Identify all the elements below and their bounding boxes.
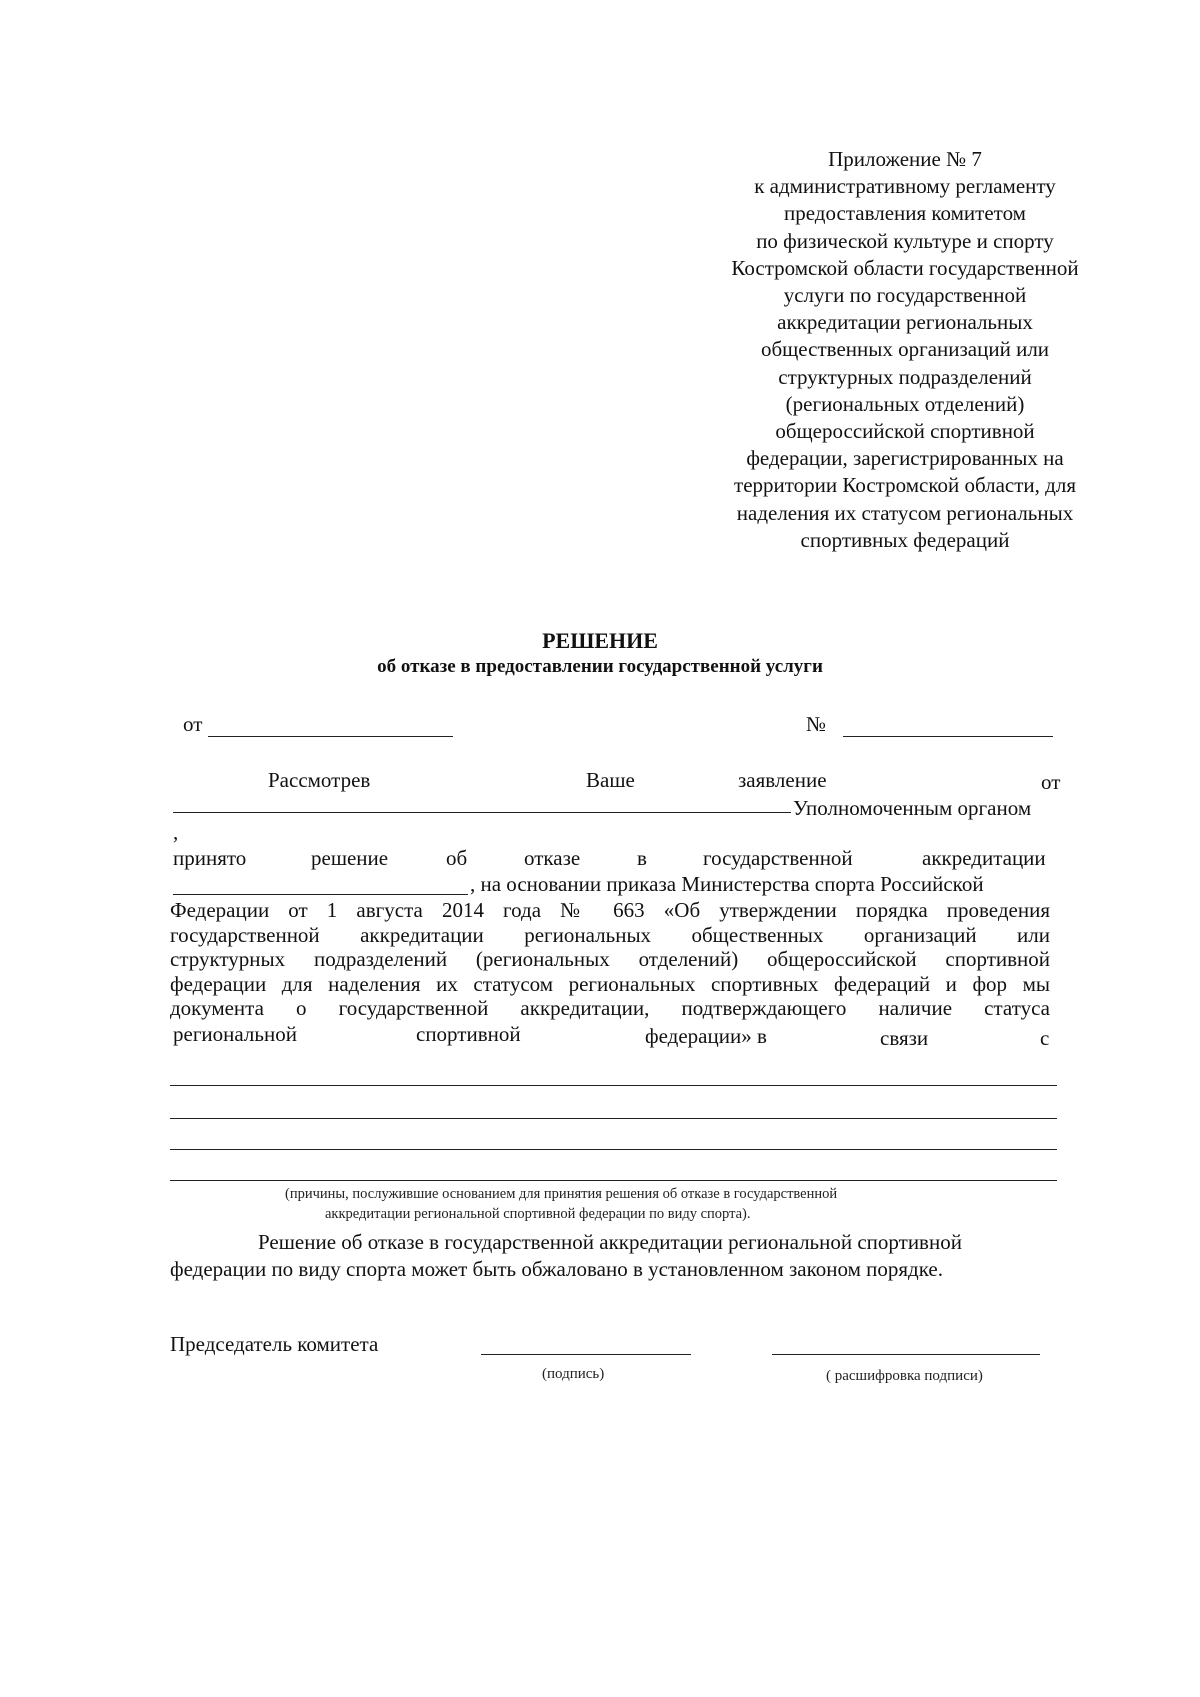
text-word: Ваше <box>586 768 635 792</box>
reasons-caption: (причины, послужившие основанием для принятия решения об отказе в государственной <box>285 1186 838 1202</box>
appendix-line: общественных организаций или <box>760 337 1050 362</box>
signature-decode-caption: ( расшифровка подписи) <box>826 1368 983 1384</box>
signature-caption: (подпись) <box>542 1366 605 1382</box>
text-line: структурных подразделений (региональных отделений) общероссийской спортивной <box>170 947 1050 971</box>
appendix-line: предоставления комитетом <box>784 201 1026 226</box>
text-word: отказе <box>524 846 581 870</box>
appendix-line: общероссийской спортивной <box>775 419 1035 444</box>
application-details-field[interactable] <box>173 812 791 813</box>
appendix-line: наделения их статусом региональных <box>736 500 1074 525</box>
text-word: государственной <box>703 846 853 870</box>
organization-name-field[interactable] <box>173 894 468 895</box>
text-line: документа о государственной аккредитации, подтверждающего наличие статуса <box>170 996 1050 1020</box>
date-field[interactable] <box>208 736 453 737</box>
signature-decode-field[interactable] <box>772 1354 1040 1355</box>
number-label: № <box>806 712 827 736</box>
appendix-line: Костромской области государственной <box>731 255 1079 280</box>
reason-line[interactable] <box>170 1149 1057 1150</box>
text-word: с <box>1040 1026 1050 1050</box>
appeal-text: Решение об отказе в государственной аккредитации региональной спортивной <box>258 1230 962 1254</box>
appendix-line: спортивных федераций <box>800 527 1010 552</box>
text-word: аккредитации <box>922 846 1046 870</box>
number-field[interactable] <box>843 736 1053 737</box>
document-subtitle: об отказе в предоставлении государственной услуги <box>377 656 823 677</box>
appendix-block <box>690 146 1120 554</box>
appeal-text: федерации по виду спорта может быть обжаловано в установленном законом порядке. <box>170 1257 943 1281</box>
authority-text: Уполномоченным органом <box>793 796 1032 820</box>
appendix-line: к административному регламенту <box>754 174 1056 199</box>
appendix-line: Приложение № 7 <box>828 147 982 171</box>
text-word: спортивной <box>416 1022 521 1046</box>
text-word: решение <box>311 846 389 870</box>
appendix-line: структурных подразделений <box>778 364 1032 389</box>
text-word: заявление <box>738 768 827 792</box>
text-word: федерации» в <box>645 1024 767 1048</box>
text-word: Рассмотрев <box>268 768 371 792</box>
text-word: связи <box>880 1026 929 1050</box>
reason-line[interactable] <box>170 1085 1057 1086</box>
comma-mark: , <box>173 820 179 844</box>
date-label: от <box>183 712 203 736</box>
appendix-line: федерации, зарегистрированных на <box>746 446 1064 471</box>
text-line: Федерации от 1 августа 2014 года № 663 «Об утверждении порядка проведения <box>170 898 1050 922</box>
reason-line[interactable] <box>170 1180 1057 1181</box>
appendix-line: по физической культуре и спорту <box>756 228 1054 253</box>
reasons-caption: аккредитации региональной спортивной федерации по виду спорта). <box>325 1206 751 1222</box>
appendix-line: аккредитации региональных <box>777 310 1033 335</box>
appendix-line: услуги по государственной <box>783 283 1027 308</box>
text-word: принято <box>173 846 247 870</box>
text-word: от <box>1041 770 1061 794</box>
text-word: региональной <box>173 1022 297 1046</box>
text-line: федерации для наделения их статусом региональных спортивных федераций и фор мы <box>170 971 1050 996</box>
text-word: в <box>637 846 647 870</box>
appendix-line: территории Костромской области, для <box>734 473 1076 498</box>
text-line: , на основании приказа Министерства спорта Российской <box>470 872 984 896</box>
signature-field[interactable] <box>481 1354 691 1355</box>
text-word: об <box>446 846 468 870</box>
signatory-position: Председатель комитета <box>170 1332 379 1356</box>
appendix-line: (региональных отделений) <box>785 391 1025 416</box>
reason-line[interactable] <box>170 1118 1057 1119</box>
document-title: РЕШЕНИЕ <box>542 628 658 653</box>
text-line: государственной аккредитации региональных общественных организаций или <box>170 922 1050 947</box>
